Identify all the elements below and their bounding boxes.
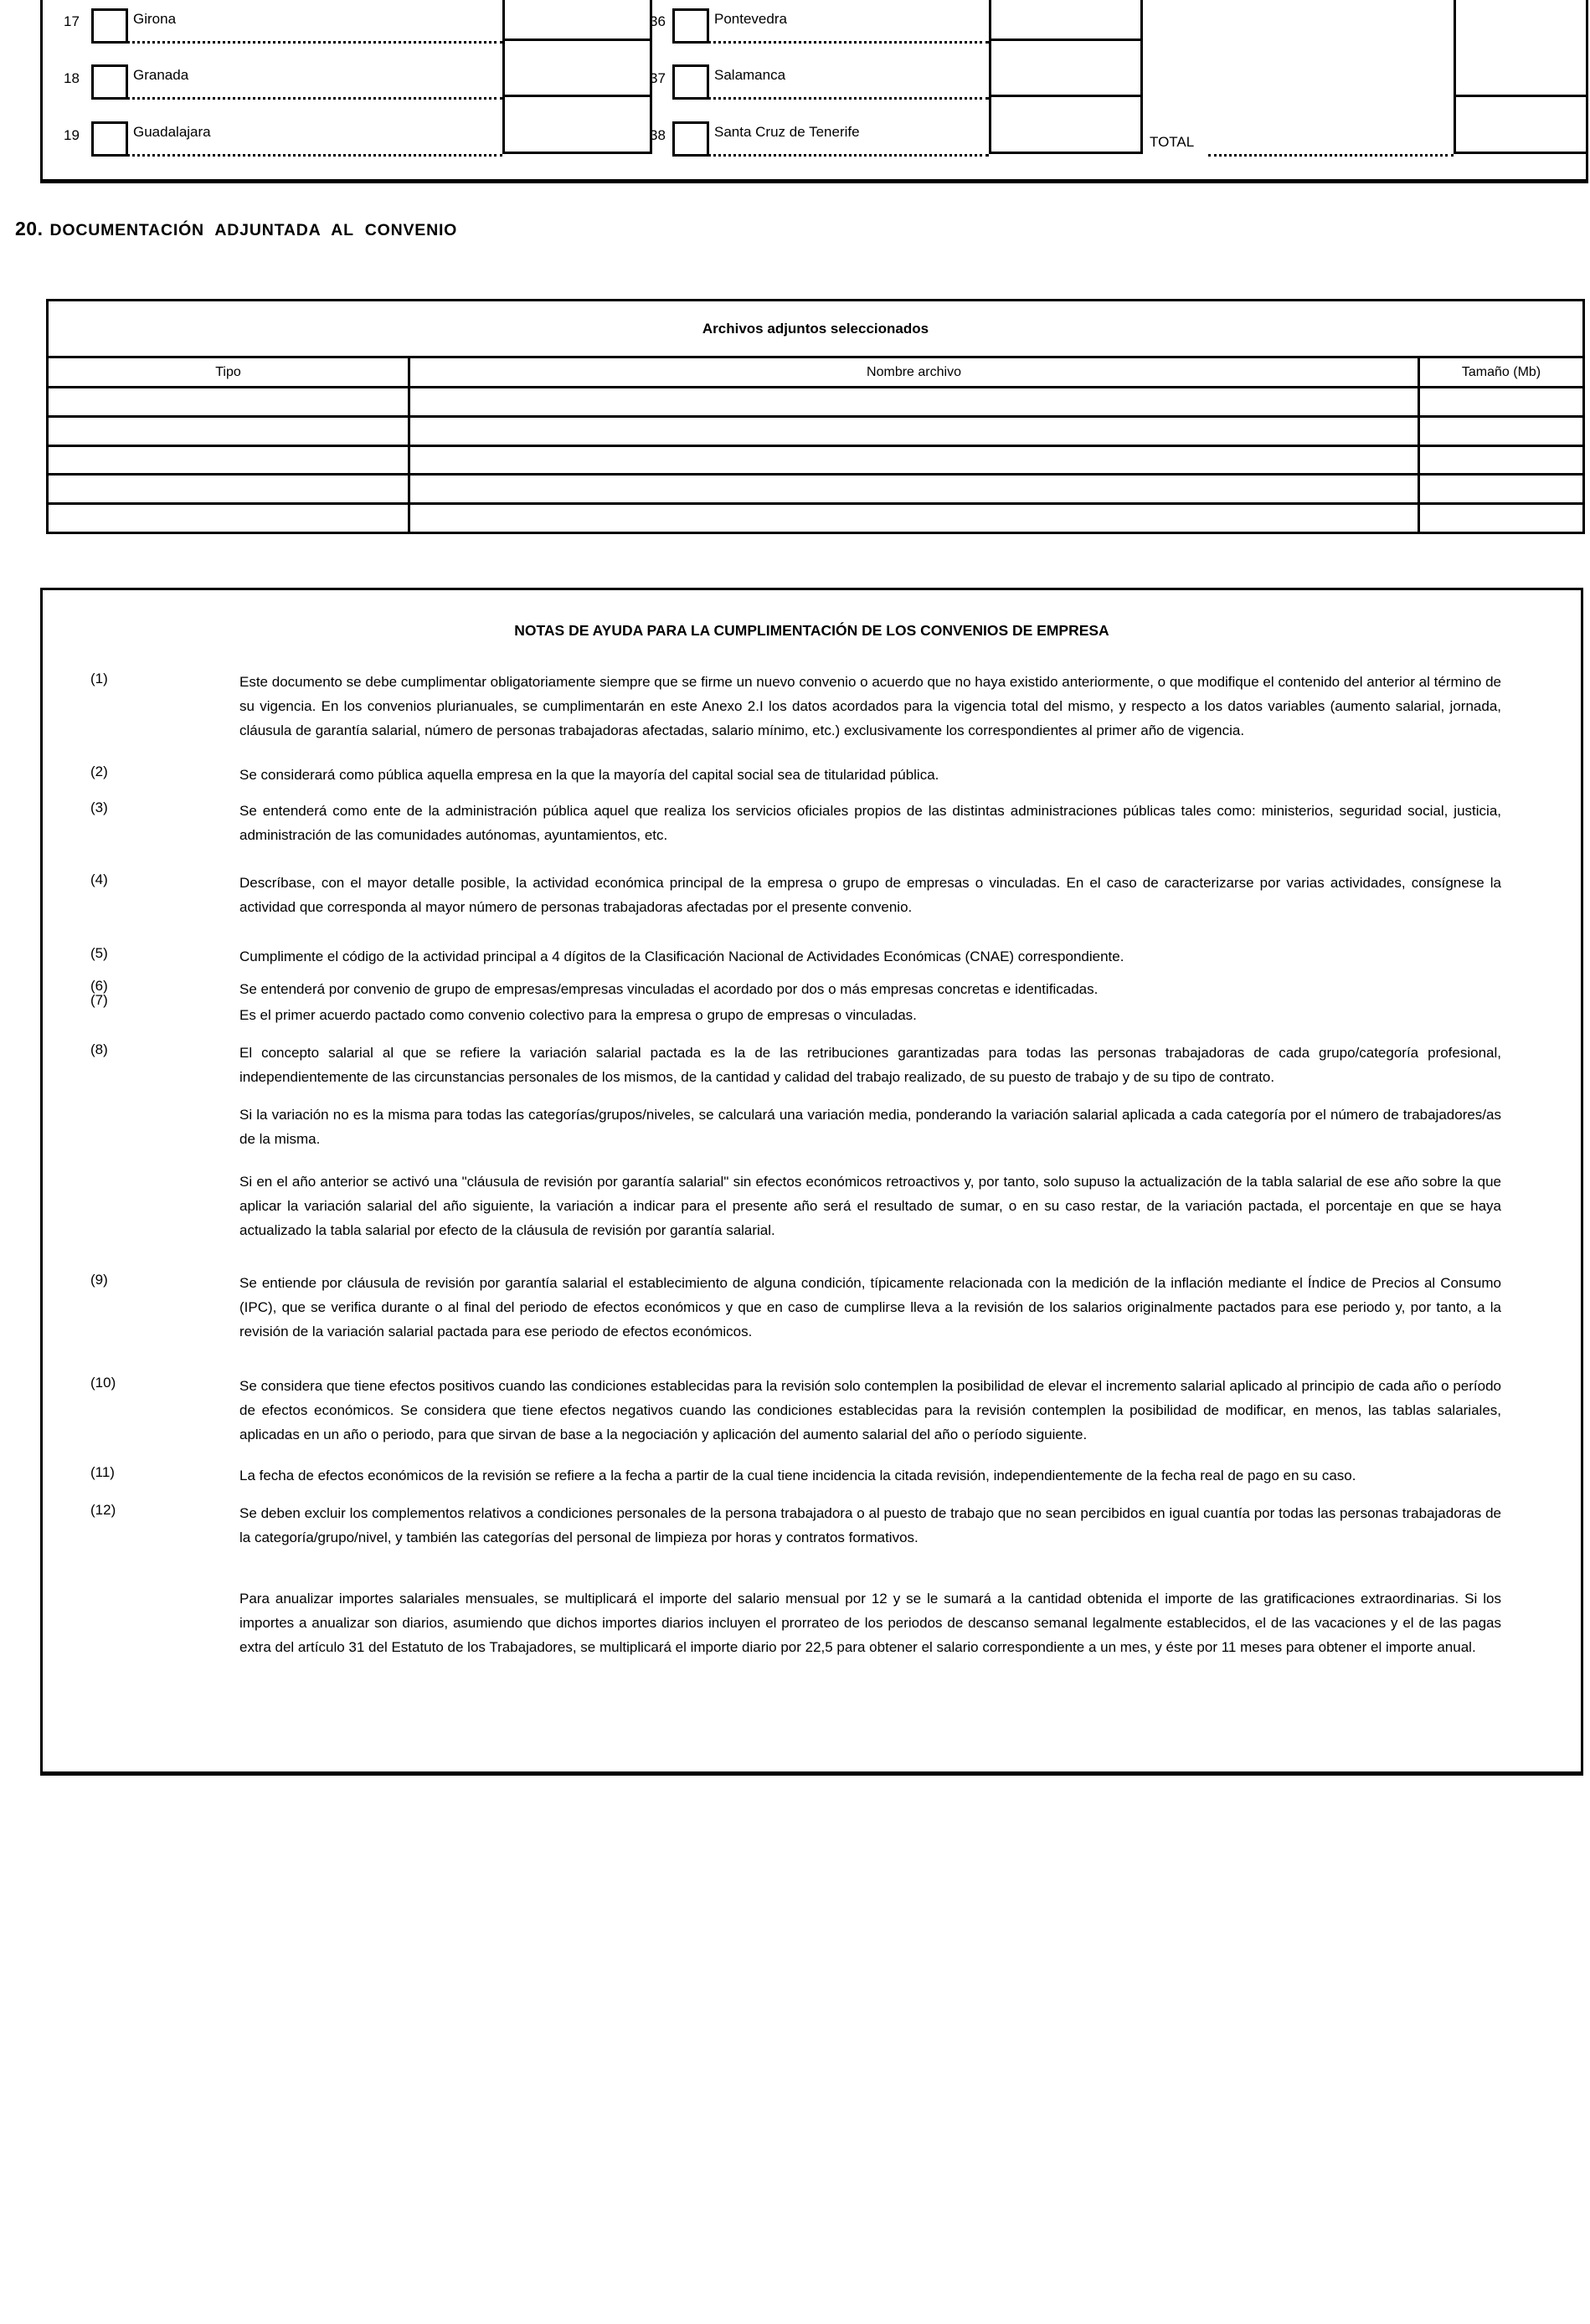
note-annualization-paragraph	[43, 1586, 1581, 1659]
attachment-row	[49, 418, 1582, 447]
province-checkbox-santa-cruz[interactable]	[672, 121, 709, 157]
total-upper-box[interactable]	[1456, 0, 1588, 97]
province-row-pontevedra	[672, 7, 989, 44]
cell-nombre	[410, 418, 1420, 445]
section-20-heading	[15, 218, 457, 240]
note-number: (11)	[90, 1464, 115, 1480]
note-12	[43, 1501, 1581, 1550]
note-text: Si la variación no es la misma para todas las categorías/grupos/niveles, se calculará una variación media, ponderando la variación salarial aplicada a cada categoría por el número de trabajadores/as de la misma.	[239, 1107, 1501, 1147]
cell-tipo	[49, 388, 410, 415]
note-text: Descríbase, con el mayor detalle posible, la actividad económica principal de la empresa o grupo de empresas o vinculadas. En el caso de caracterizarse por varias actividades, consígnese la actividad que corresponda al mayor número de personas trabajadoras afectadas por el presente convenio.	[239, 875, 1501, 915]
province-label: Granada	[133, 67, 189, 83]
note-3	[43, 799, 1581, 847]
value-box-guadalajara[interactable]	[505, 97, 650, 154]
note-number: (3)	[90, 800, 108, 815]
province-row-granada	[91, 63, 502, 100]
cell-tamano	[1420, 418, 1582, 445]
attachment-row	[49, 388, 1582, 418]
note-text: Es el primer acuerdo pactado como convenio colectivo para la empresa o grupo de empresas o vinculadas.	[239, 1007, 917, 1023]
total-label: TOTAL	[1150, 134, 1195, 150]
province-number: 18	[64, 70, 80, 86]
province-number: 38	[650, 127, 666, 143]
cell-tipo	[49, 418, 410, 445]
note-1	[43, 670, 1581, 743]
attachment-row	[49, 505, 1582, 532]
note-text: Para anualizar importes salariales mensuales, se multiplicará el importe del salario mensual por 12 y se le sumará a la cantidad obtenida el importe de las gratificaciones extraordinarias. Si los importes a anualizar son diarios, asumiendo que dichos importes diarios incluyen el prorrateo de los periodos de descanso semanal legalmente establecidos, el de las vacaciones y el de las pagas extra del artículo 31 del Estatuto de los Trabajadores, se multiplicará el importe diario por 22,5 para obtener el salario correspondiente a un mes, y éste por 11 meses para obtener el importe anual.	[239, 1591, 1501, 1655]
attachments-header-row	[49, 358, 1582, 388]
total-value-box[interactable]	[1456, 97, 1588, 154]
attachment-row	[49, 447, 1582, 476]
province-label: Pontevedra	[714, 11, 787, 27]
note-8	[43, 1041, 1581, 1089]
note-text: Se entenderá por convenio de grupo de empresas/empresas vinculadas el acordado por dos o más empresas concretas e identificadas.	[239, 981, 1099, 997]
cell-tamano	[1420, 388, 1582, 415]
note-number: (2)	[90, 764, 108, 779]
note-2	[43, 763, 1581, 787]
note-5	[43, 944, 1581, 969]
provinces-table	[40, 0, 1588, 183]
note-text: Se deben excluir los complementos relativos a condiciones personales de la persona trabajadora o al puesto de trabajo que no sean percibidos en igual cuantía por todas las personas trabajadoras de la categoría/grupo/nivel, y también las categorías del personal de limpieza por horas y contratos formativos.	[239, 1505, 1501, 1545]
column-header-tamano: Tamaño (Mb)	[1461, 364, 1541, 379]
province-checkbox-guadalajara[interactable]	[91, 121, 128, 157]
total-dotted-leader	[1208, 120, 1454, 157]
column-header-nombre-archivo: Nombre archivo	[410, 358, 1420, 386]
province-checkbox-granada[interactable]	[91, 64, 128, 100]
column-header-tipo: Tipo	[49, 358, 410, 386]
province-label: Guadalajara	[133, 124, 211, 140]
attachments-title: Archivos adjuntos seleccionados	[49, 301, 1582, 358]
cell-tipo	[49, 476, 410, 502]
attachments-table	[46, 299, 1585, 534]
note-number: (1)	[90, 671, 108, 686]
note-text: Este documento se debe cumplimentar obligatoriamente siempre que se firme un nuevo convenio o acuerdo que no haya existido anteriormente, o que modifique el contenido del anterior al término de su vigencia. En los convenios plurianuales, se cumplimentarán en este Anexo 2.I los datos acordados para la vigencia total del mismo, y respecto a los datos variables (aumento salarial, jornada, cláusula de garantía salarial, número de personas trabajadoras afectadas, salario mínimo, etc.) exclusivamente los correspondientes al primer año de vigencia.	[239, 674, 1501, 738]
province-number: 37	[650, 70, 666, 86]
note-text: Se entenderá como ente de la administración pública aquel que realiza los servicios oficiales propios de las distintas administraciones públicas tales como: ministerios, seguridad social, justicia, administración de las comunidades autónomas, ayuntamientos, etc.	[239, 803, 1501, 843]
value-box-granada[interactable]	[505, 41, 650, 97]
value-box-girona[interactable]	[505, 0, 650, 41]
section-title: DOCUMENTACIÓN ADJUNTADA AL CONVENIO	[49, 221, 458, 239]
section-number: 20.	[15, 218, 44, 239]
value-box-salamanca[interactable]	[991, 41, 1140, 97]
province-row-santa-cruz	[672, 120, 989, 157]
note-number: (10)	[90, 1375, 116, 1391]
total-column	[1454, 0, 1588, 154]
note-7	[43, 992, 1581, 1027]
province-number: 17	[64, 13, 80, 29]
cell-tamano	[1420, 505, 1582, 532]
note-number: (9)	[90, 1272, 108, 1288]
note-8-paragraph-2	[43, 1103, 1581, 1151]
cell-nombre	[410, 476, 1420, 502]
province-checkbox-salamanca[interactable]	[672, 64, 709, 100]
province-row-girona	[91, 7, 502, 44]
note-number: (5)	[90, 945, 108, 961]
province-number: 36	[650, 13, 666, 29]
cell-nombre	[410, 388, 1420, 415]
notes-title: NOTAS DE AYUDA PARA LA CUMPLIMENTACIÓN DE LOS CONVENIOS DE EMPRESA	[514, 622, 1109, 639]
note-number: (8)	[90, 1041, 108, 1057]
province-row-salamanca	[672, 63, 989, 100]
note-4	[43, 871, 1581, 919]
help-notes-box	[40, 588, 1583, 1776]
note-text: Se considera que tiene efectos positivos cuando las condiciones establecidas para la revisión solo contemplen la posibilidad de elevar el incremento salarial aplicado al principio de cada año o período de efectos económicos. Se considera que tiene efectos negativos cuando las condiciones establecidas para la revisión contemplen la posibilidad de modificar, en menos, las tablas salariales, aplicadas en un año o periodo, para que sirvan de base a la negociación y aplicación del aumento salarial del año o período siguiente.	[239, 1378, 1501, 1442]
province-number: 19	[64, 127, 80, 143]
cell-nombre	[410, 505, 1420, 532]
cell-tamano	[1420, 447, 1582, 474]
note-9	[43, 1271, 1581, 1344]
note-text: Se entiende por cláusula de revisión por garantía salarial el establecimiento de alguna condición, típicamente relacionada con la medición de la inflación mediante el Índice de Precios al Consumo (IPC), que se verifica durante o al final del periodo de efectos económicos y que en caso de cumplirse lleva a la revisión de los salarios originalmente pactados para ese periodo y, por tanto, a la revisión de la variación salarial pactada para ese periodo de efectos económicos.	[239, 1275, 1501, 1339]
cell-tipo	[49, 505, 410, 532]
value-column-left	[502, 0, 652, 154]
note-text: Cumplimente el código de la actividad principal a 4 dígitos de la Clasificación Nacional de Actividades Económicas (CNAE) correspondiente.	[239, 949, 1124, 964]
cell-tamano	[1420, 476, 1582, 502]
note-text: Si en el año anterior se activó una "cláusula de revisión por garantía salarial" sin efectos económicos retroactivos y, por tanto, solo supuso la actualización de la tabla salarial de ese año sobre la que aplicar la variación salarial del año siguiente, la variación a indicar para el presente año será el resultado de sumar, o en su caso restar, de la variación pactada, el porcentaje en que se haya actualizado la tabla salarial por efecto de la cláusula de revisión por garantía salarial.	[239, 1174, 1501, 1238]
note-number: (12)	[90, 1502, 116, 1518]
province-checkbox-pontevedra[interactable]	[672, 8, 709, 44]
note-text: La fecha de efectos económicos de la revisión se refiere a la fecha a partir de la cual tiene incidencia la citada revisión, independientemente de la fecha real de pago en su caso.	[239, 1468, 1356, 1483]
province-checkbox-girona[interactable]	[91, 8, 128, 44]
province-label: Salamanca	[714, 67, 786, 83]
note-text: El concepto salarial al que se refiere la variación salarial pactada es la de las retribuciones garantizadas para todas las personas trabajadoras de cada grupo/categoría profesional, independientemente de las circunstancias personales de los mismos, de la cantidad y calidad del trabajo realizado, de su puesto de trabajo y de su tipo de contrato.	[239, 1045, 1501, 1085]
province-row-guadalajara	[91, 120, 502, 157]
cell-tipo	[49, 447, 410, 474]
value-box-santa-cruz[interactable]	[991, 97, 1140, 154]
province-label: Santa Cruz de Tenerife	[714, 124, 860, 140]
note-text: Se considerará como pública aquella empresa en la que la mayoría del capital social sea de titularidad pública.	[239, 767, 939, 783]
note-number: (6)	[90, 978, 108, 994]
attachment-row	[49, 476, 1582, 505]
attachments-rows	[49, 388, 1582, 532]
note-number: (7)	[90, 992, 108, 1008]
note-11	[43, 1463, 1581, 1488]
note-6	[43, 977, 1581, 1001]
value-box-pontevedra[interactable]	[991, 0, 1140, 41]
province-label: Girona	[133, 11, 177, 27]
note-10	[43, 1374, 1581, 1447]
cell-nombre	[410, 447, 1420, 474]
note-number: (4)	[90, 872, 108, 887]
value-column-right	[989, 0, 1143, 154]
note-8-paragraph-3	[43, 1170, 1581, 1242]
